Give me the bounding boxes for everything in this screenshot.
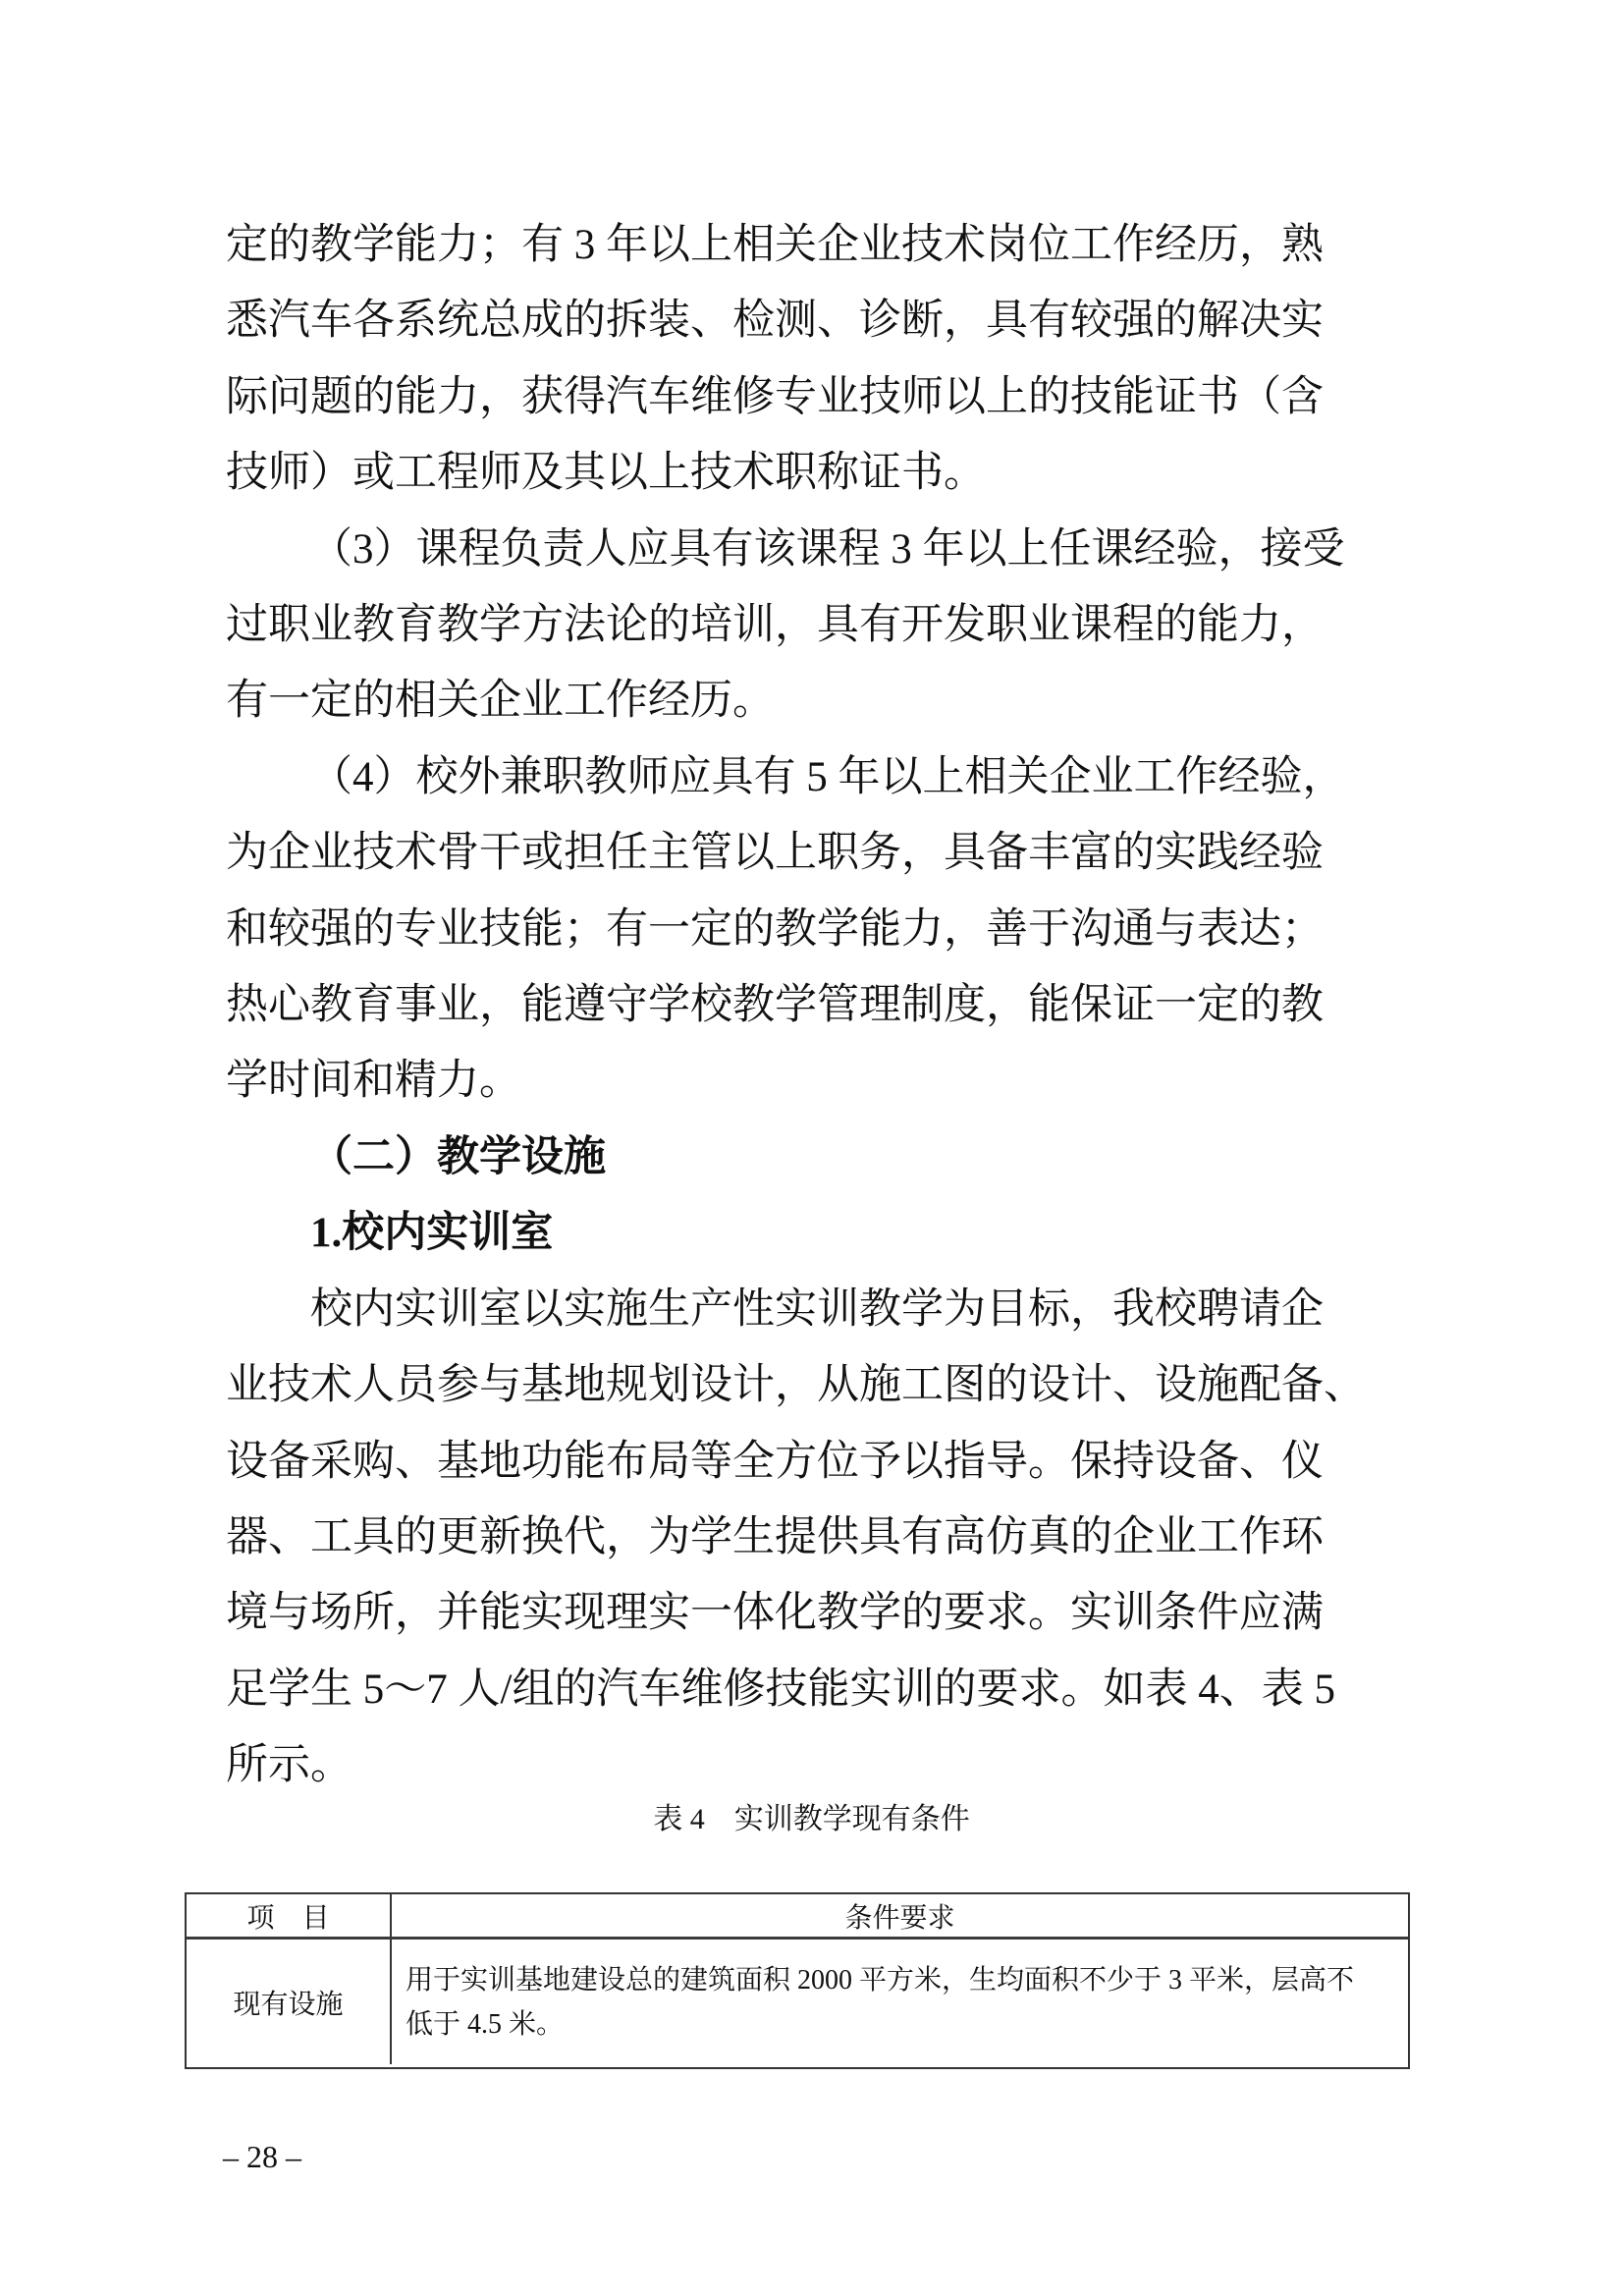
- paragraph-line: 设备采购、基地功能布局等全方位予以指导。保持设备、仪: [226, 1438, 1324, 1485]
- paragraph-line: 器、工具的更新换代，为学生提供具有高仿真的企业工作环: [226, 1513, 1324, 1560]
- subsection-heading: 1.校内实训室: [310, 1210, 554, 1257]
- paragraph-line: 学时间和精力。: [226, 1058, 521, 1105]
- table-cell-item: 现有设施: [187, 1940, 392, 2064]
- section-heading: （二）教学设施: [310, 1133, 606, 1180]
- paragraph-line: 过职业教育教学方法论的培训，具有开发职业课程的能力，: [226, 602, 1324, 649]
- paragraph-line: 定的教学能力；有 3 年以上相关企业技术岗位工作经历，熟: [226, 222, 1324, 268]
- paragraph-line: 和较强的专业技能；有一定的教学能力，善于沟通与表达；: [226, 905, 1324, 953]
- table-row: [187, 1940, 1408, 2064]
- paragraph-line: 业技术人员参与基地规划设计，从施工图的设计、设施配备、: [226, 1362, 1366, 1409]
- paragraph-line: 校内实训室以实施生产性实训教学为目标，我校聘请企: [310, 1285, 1324, 1333]
- table-header-item: 项 目: [187, 1894, 392, 1937]
- paragraph-line: 足学生 5～7 人/组的汽车维修技能实训的要求。如表 4、表 5: [226, 1666, 1335, 1713]
- training-conditions-table: [185, 1892, 1410, 2069]
- table-header-row: [187, 1894, 1408, 1940]
- paragraph-line: 有一定的相关企业工作经历。: [226, 678, 775, 725]
- paragraph-line: 热心教育事业，能遵守学校教学管理制度，能保证一定的教: [226, 982, 1324, 1029]
- paragraph-line: 所示。: [226, 1742, 352, 1789]
- page-number: – 28 –: [223, 2139, 301, 2174]
- paragraph-line: （3）课程负责人应具有该课程 3 年以上任课经验，接受: [310, 525, 1345, 573]
- paragraph-line: （4）校外兼职教师应具有 5 年以上相关企业工作经验，: [310, 753, 1345, 800]
- paragraph-line: 技师）或工程师及其以上技术职称证书。: [226, 450, 986, 497]
- paragraph-line: 境与场所，并能实现理实一体化教学的要求。实训条件应满: [226, 1590, 1324, 1637]
- paragraph-line: 悉汽车各系统总成的拆装、检测、诊断，具有较强的解决实: [226, 298, 1324, 345]
- paragraph-line: 际问题的能力，获得汽车维修专业技师以上的技能证书（含: [226, 373, 1324, 420]
- body-text: [226, 207, 1389, 1804]
- table-header-requirement: 条件要求: [844, 1902, 955, 1934]
- paragraph-line: 为企业技术骨干或担任主管以上职务，具备丰富的实践经验: [226, 830, 1324, 877]
- table-caption: 表 4 实训教学现有条件: [653, 1803, 970, 1835]
- table-cell-requirement: 用于实训基地建设总的建筑面积 2000 平方米，生均面积不少于 3 平米，层高不低于 4.5 米。: [406, 1964, 1355, 2040]
